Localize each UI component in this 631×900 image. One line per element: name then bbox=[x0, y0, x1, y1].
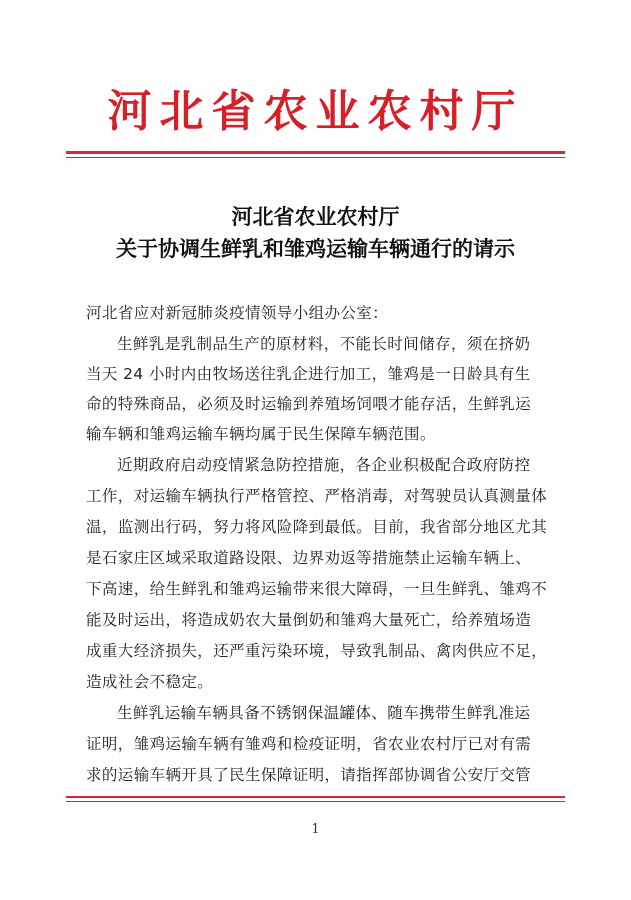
document-title-line-1: 河北省农业农村厅 bbox=[231, 204, 400, 229]
body-line: 温，监测出行码，努力将风险降到最低。目前，我省部分地区尤其 bbox=[86, 518, 548, 536]
header-red-rule-thin bbox=[66, 157, 565, 158]
body-line: 近期政府启动疫情紧急防控措施，各企业积极配合政府防控 bbox=[117, 456, 531, 474]
body-line: 当天 24 小时内由牧场送往乳企进行加工，雏鸡是一日龄具有生 bbox=[86, 365, 531, 383]
body-line: 成重大经济损失，还严重污染环境，导致乳制品、禽肉供应不足， bbox=[86, 642, 548, 660]
body-line: 是石家庄区域采取道路设限、边界劝返等措施禁止运输车辆上、 bbox=[86, 549, 532, 567]
addressee: 河北省应对新冠肺炎疫情领导小组办公室： bbox=[86, 304, 389, 322]
letterhead-title: 河北省农业农村厅 bbox=[107, 86, 524, 137]
footer-red-rule-thin bbox=[66, 801, 565, 802]
body-line: 证明，雏鸡运输车辆有雏鸡和检疫证明，省农业农村厅已对有需 bbox=[86, 735, 532, 753]
body-line: 下高速，给生鲜乳和雏鸡运输带来很大障碍，一旦生鲜乳、雏鸡不 bbox=[86, 580, 548, 598]
footer-red-rule bbox=[66, 796, 565, 798]
body-line: 求的运输车辆开具了民生保障证明，请指挥部协调省公安厅交管 bbox=[86, 766, 532, 784]
body-line: 造成社会不稳定。 bbox=[86, 673, 214, 691]
body-line: 能及时运出，将造成奶农大量倒奶和雏鸡大量死亡，给养殖场造 bbox=[86, 611, 532, 629]
body-line: 工作，对运输车辆执行严格管控、严格消毒，对驾驶员认真测量体 bbox=[86, 487, 548, 505]
header-red-rule bbox=[66, 151, 565, 154]
body-line: 生鲜乳是乳制品生产的原材料，不能长时间储存，须在挤奶 bbox=[117, 335, 531, 353]
document-title-line-2: 关于协调生鲜乳和雏鸡运输车辆通行的请示 bbox=[116, 236, 515, 261]
body-line: 生鲜乳运输车辆具备不锈钢保温罐体、随车携带生鲜乳准运 bbox=[117, 704, 531, 722]
body-line: 输车辆和雏鸡运输车辆均属于民生保障车辆范围。 bbox=[86, 425, 436, 443]
page-number: 1 bbox=[311, 822, 320, 837]
body-line: 命的特殊商品，必须及时运输到养殖场饲喂才能存活，生鲜乳运 bbox=[86, 395, 532, 413]
